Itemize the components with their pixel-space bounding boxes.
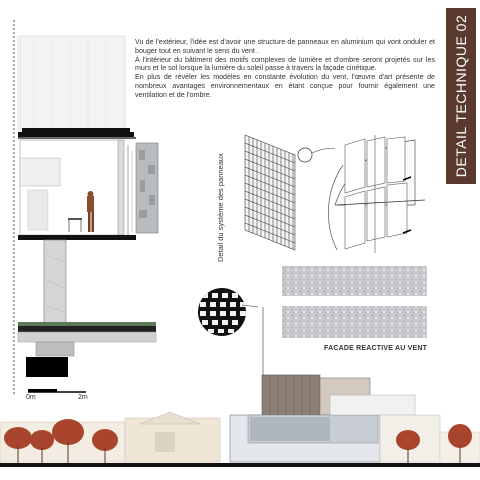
- scale-start: 0m: [26, 394, 36, 401]
- page-title: DETAIL TECHNIQUE 02: [453, 14, 469, 178]
- facade-caption: FACADE REACTIVE AU VENT: [324, 345, 428, 352]
- title-band: [446, 8, 476, 184]
- elevation-drawing: [0, 360, 480, 470]
- paragraph-2: À l'intérieur du bâtiment des motifs complexes de lumière et d'ombre seront projetés sur les murs et le sol lorsque la lumière du soleil passe à travers la façade cinétique.: [135, 55, 435, 73]
- detail-label: Detail du système des panneaux: [216, 153, 225, 262]
- facade-texture-samples: [282, 266, 427, 340]
- section-drawing: [0, 0, 170, 420]
- paragraph-3: En plus de révéler les modèles en constante évolution du vent, l'œuvre d'art présente de nombreux avantages environnementaux en étant conçue pour fournir également une ventilation et de l'ombre.: [135, 73, 435, 99]
- scale-end: 2m: [78, 394, 88, 401]
- paragraph-1: Vu de l'extérieur, l'idée est d'avoir une structure de panneaux en aluminium qui vont onduler et bouger tout en suivant le sens du vent .: [135, 38, 435, 55]
- panel-system-diagram: [225, 125, 440, 260]
- mesh-detail: [190, 285, 260, 343]
- description: [135, 38, 435, 100]
